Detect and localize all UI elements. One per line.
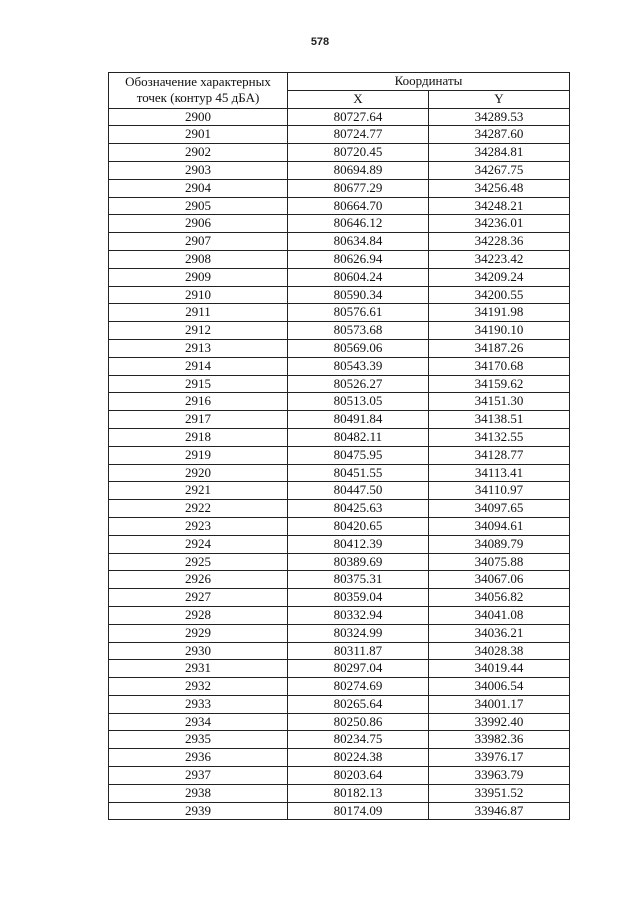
y-coordinate-cell: 34028.38 <box>429 642 570 660</box>
coordinates-table <box>108 72 570 820</box>
table-row <box>109 695 570 713</box>
point-id-cell: 2929 <box>109 624 288 642</box>
table-row <box>109 589 570 607</box>
point-id-cell: 2901 <box>109 126 288 144</box>
point-id-cell: 2922 <box>109 500 288 518</box>
y-coordinate-cell: 34236.01 <box>429 215 570 233</box>
point-id-cell: 2906 <box>109 215 288 233</box>
header-x: X <box>288 90 429 108</box>
table-row <box>109 784 570 802</box>
y-coordinate-cell: 34151.30 <box>429 393 570 411</box>
y-coordinate-cell: 34228.36 <box>429 233 570 251</box>
y-coordinate-cell: 34094.61 <box>429 517 570 535</box>
table-row <box>109 428 570 446</box>
point-id-cell: 2900 <box>109 108 288 126</box>
y-coordinate-cell: 34113.41 <box>429 464 570 482</box>
table-row <box>109 500 570 518</box>
point-id-cell: 2935 <box>109 731 288 749</box>
point-id-cell: 2928 <box>109 606 288 624</box>
x-coordinate-cell: 80664.70 <box>288 197 429 215</box>
point-id-cell: 2939 <box>109 802 288 820</box>
point-id-cell: 2938 <box>109 784 288 802</box>
y-coordinate-cell: 34187.26 <box>429 339 570 357</box>
y-coordinate-cell: 34289.53 <box>429 108 570 126</box>
table-row <box>109 678 570 696</box>
table-row <box>109 339 570 357</box>
y-coordinate-cell: 34056.82 <box>429 589 570 607</box>
y-coordinate-cell: 34170.68 <box>429 357 570 375</box>
x-coordinate-cell: 80543.39 <box>288 357 429 375</box>
y-coordinate-cell: 34067.06 <box>429 571 570 589</box>
x-coordinate-cell: 80694.89 <box>288 161 429 179</box>
y-coordinate-cell: 34006.54 <box>429 678 570 696</box>
table-row <box>109 464 570 482</box>
point-id-cell: 2927 <box>109 589 288 607</box>
x-coordinate-cell: 80250.86 <box>288 713 429 731</box>
point-id-cell: 2921 <box>109 482 288 500</box>
x-coordinate-cell: 80224.38 <box>288 749 429 767</box>
table-row <box>109 126 570 144</box>
header-y: Y <box>429 90 570 108</box>
point-id-cell: 2914 <box>109 357 288 375</box>
x-coordinate-cell: 80451.55 <box>288 464 429 482</box>
point-id-cell: 2904 <box>109 179 288 197</box>
y-coordinate-cell: 34041.08 <box>429 606 570 624</box>
y-coordinate-cell: 33951.52 <box>429 784 570 802</box>
point-id-cell: 2913 <box>109 339 288 357</box>
x-coordinate-cell: 80359.04 <box>288 589 429 607</box>
table-row <box>109 482 570 500</box>
y-coordinate-cell: 34128.77 <box>429 446 570 464</box>
table-row <box>109 446 570 464</box>
point-id-cell: 2907 <box>109 233 288 251</box>
x-coordinate-cell: 80297.04 <box>288 660 429 678</box>
table-row <box>109 393 570 411</box>
table-row <box>109 571 570 589</box>
table-row <box>109 286 570 304</box>
point-id-cell: 2934 <box>109 713 288 731</box>
y-coordinate-cell: 33946.87 <box>429 802 570 820</box>
point-id-cell: 2933 <box>109 695 288 713</box>
point-id-cell: 2917 <box>109 411 288 429</box>
x-coordinate-cell: 80203.64 <box>288 767 429 785</box>
table-row <box>109 731 570 749</box>
y-coordinate-cell: 34284.81 <box>429 144 570 162</box>
table-row <box>109 357 570 375</box>
x-coordinate-cell: 80389.69 <box>288 553 429 571</box>
point-id-cell: 2919 <box>109 446 288 464</box>
point-id-cell: 2937 <box>109 767 288 785</box>
x-coordinate-cell: 80526.27 <box>288 375 429 393</box>
y-coordinate-cell: 34097.65 <box>429 500 570 518</box>
y-coordinate-cell: 34190.10 <box>429 322 570 340</box>
point-id-cell: 2932 <box>109 678 288 696</box>
point-id-cell: 2924 <box>109 535 288 553</box>
x-coordinate-cell: 80375.31 <box>288 571 429 589</box>
x-coordinate-cell: 80332.94 <box>288 606 429 624</box>
header-coordinates: Координаты <box>288 73 570 91</box>
x-coordinate-cell: 80420.65 <box>288 517 429 535</box>
table-header <box>109 73 570 109</box>
x-coordinate-cell: 80576.61 <box>288 304 429 322</box>
x-coordinate-cell: 80513.05 <box>288 393 429 411</box>
point-id-cell: 2902 <box>109 144 288 162</box>
x-coordinate-cell: 80634.84 <box>288 233 429 251</box>
y-coordinate-cell: 33982.36 <box>429 731 570 749</box>
x-coordinate-cell: 80265.64 <box>288 695 429 713</box>
table-row <box>109 411 570 429</box>
table-row <box>109 642 570 660</box>
page-number: 578 <box>310 36 330 48</box>
x-coordinate-cell: 80573.68 <box>288 322 429 340</box>
point-id-cell: 2911 <box>109 304 288 322</box>
table-row <box>109 304 570 322</box>
table-row <box>109 108 570 126</box>
x-coordinate-cell: 80447.50 <box>288 482 429 500</box>
x-coordinate-cell: 80677.29 <box>288 179 429 197</box>
x-coordinate-cell: 80482.11 <box>288 428 429 446</box>
y-coordinate-cell: 34200.55 <box>429 286 570 304</box>
table-row <box>109 250 570 268</box>
y-coordinate-cell: 34138.51 <box>429 411 570 429</box>
y-coordinate-cell: 34191.98 <box>429 304 570 322</box>
y-coordinate-cell: 34089.79 <box>429 535 570 553</box>
y-coordinate-cell: 34223.42 <box>429 250 570 268</box>
point-id-cell: 2908 <box>109 250 288 268</box>
table-row <box>109 660 570 678</box>
table-row <box>109 268 570 286</box>
y-coordinate-cell: 34019.44 <box>429 660 570 678</box>
x-coordinate-cell: 80234.75 <box>288 731 429 749</box>
point-id-cell: 2918 <box>109 428 288 446</box>
table-row <box>109 713 570 731</box>
y-coordinate-cell: 34287.60 <box>429 126 570 144</box>
table-row <box>109 553 570 571</box>
y-coordinate-cell: 33992.40 <box>429 713 570 731</box>
x-coordinate-cell: 80720.45 <box>288 144 429 162</box>
table-row <box>109 215 570 233</box>
header-row <box>109 73 570 91</box>
table-row <box>109 179 570 197</box>
y-coordinate-cell: 34209.24 <box>429 268 570 286</box>
x-coordinate-cell: 80425.63 <box>288 500 429 518</box>
point-id-cell: 2926 <box>109 571 288 589</box>
table-row <box>109 197 570 215</box>
x-coordinate-cell: 80626.94 <box>288 250 429 268</box>
y-coordinate-cell: 34267.75 <box>429 161 570 179</box>
y-coordinate-cell: 34132.55 <box>429 428 570 446</box>
point-id-cell: 2925 <box>109 553 288 571</box>
table-row <box>109 749 570 767</box>
x-coordinate-cell: 80311.87 <box>288 642 429 660</box>
table-row <box>109 322 570 340</box>
point-id-cell: 2915 <box>109 375 288 393</box>
y-coordinate-cell: 34001.17 <box>429 695 570 713</box>
y-coordinate-cell: 34248.21 <box>429 197 570 215</box>
point-id-cell: 2916 <box>109 393 288 411</box>
point-id-cell: 2903 <box>109 161 288 179</box>
header-point-designation: Обозначение характерных точек (контур 45 дБА) <box>109 73 288 109</box>
y-coordinate-cell: 34256.48 <box>429 179 570 197</box>
x-coordinate-cell: 80412.39 <box>288 535 429 553</box>
table-body <box>109 108 570 820</box>
x-coordinate-cell: 80274.69 <box>288 678 429 696</box>
table-row <box>109 144 570 162</box>
x-coordinate-cell: 80724.77 <box>288 126 429 144</box>
table-row <box>109 161 570 179</box>
y-coordinate-cell: 33976.17 <box>429 749 570 767</box>
point-id-cell: 2912 <box>109 322 288 340</box>
table-row <box>109 767 570 785</box>
y-coordinate-cell: 34110.97 <box>429 482 570 500</box>
point-id-cell: 2923 <box>109 517 288 535</box>
y-coordinate-cell: 34075.88 <box>429 553 570 571</box>
x-coordinate-cell: 80174.09 <box>288 802 429 820</box>
x-coordinate-cell: 80569.06 <box>288 339 429 357</box>
point-id-cell: 2936 <box>109 749 288 767</box>
point-id-cell: 2905 <box>109 197 288 215</box>
point-id-cell: 2930 <box>109 642 288 660</box>
table-row <box>109 233 570 251</box>
table-row <box>109 517 570 535</box>
x-coordinate-cell: 80604.24 <box>288 268 429 286</box>
x-coordinate-cell: 80590.34 <box>288 286 429 304</box>
table-row <box>109 606 570 624</box>
y-coordinate-cell: 33963.79 <box>429 767 570 785</box>
y-coordinate-cell: 34036.21 <box>429 624 570 642</box>
point-id-cell: 2931 <box>109 660 288 678</box>
x-coordinate-cell: 80324.99 <box>288 624 429 642</box>
table-row <box>109 535 570 553</box>
point-id-cell: 2910 <box>109 286 288 304</box>
x-coordinate-cell: 80475.95 <box>288 446 429 464</box>
y-coordinate-cell: 34159.62 <box>429 375 570 393</box>
x-coordinate-cell: 80182.13 <box>288 784 429 802</box>
x-coordinate-cell: 80646.12 <box>288 215 429 233</box>
point-id-cell: 2920 <box>109 464 288 482</box>
table-row <box>109 375 570 393</box>
x-coordinate-cell: 80491.84 <box>288 411 429 429</box>
table-row <box>109 624 570 642</box>
x-coordinate-cell: 80727.64 <box>288 108 429 126</box>
table-row <box>109 802 570 820</box>
point-id-cell: 2909 <box>109 268 288 286</box>
